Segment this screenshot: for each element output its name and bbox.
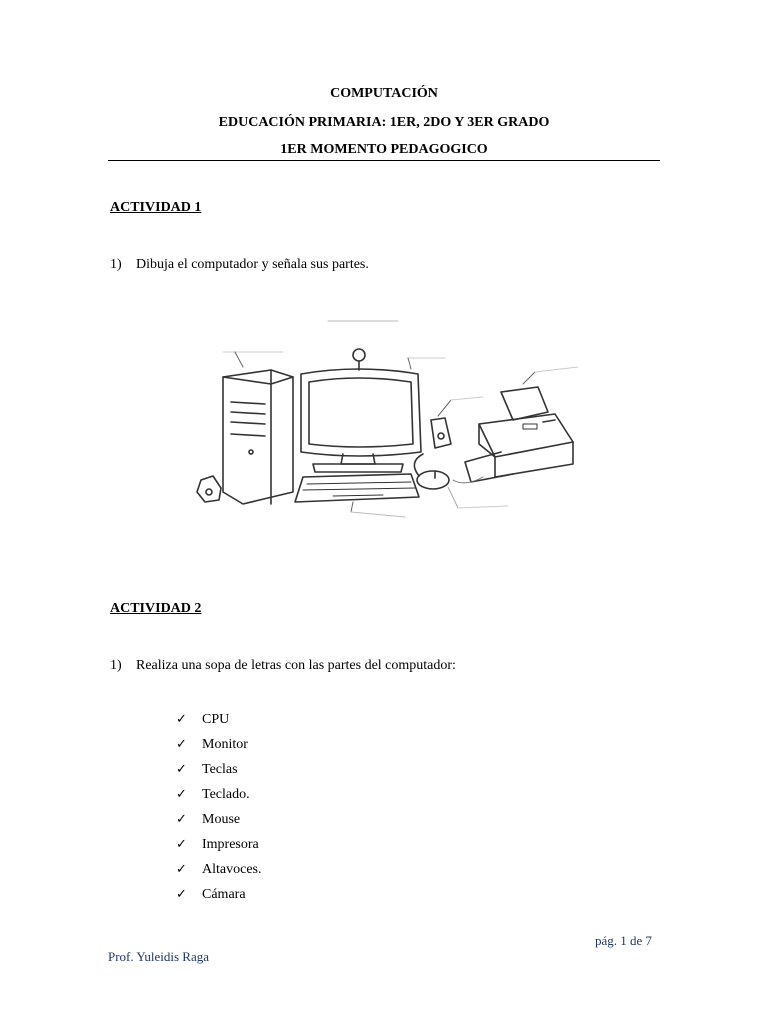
pedagogical-moment: 1ER MOMENTO PEDAGOGICO xyxy=(280,142,488,157)
list-item: ✓ Cámara xyxy=(176,887,246,902)
left-speaker-drawing xyxy=(197,476,221,502)
list-item: ✓ Teclas xyxy=(176,762,238,777)
page-number: pág. 1 de 7 xyxy=(595,933,653,948)
task-number: 1) xyxy=(110,658,122,673)
checkmark-icon: ✓ xyxy=(176,787,187,802)
task-text: Dibuja el computador y señala sus partes. xyxy=(136,257,369,272)
list-item: ✓ Mouse xyxy=(176,812,241,827)
checkmark-icon: ✓ xyxy=(176,837,187,852)
list-item: ✓ Altavoces. xyxy=(176,862,262,877)
document-title: COMPUTACIÓN xyxy=(330,86,438,101)
list-item: ✓ Monitor xyxy=(176,737,248,752)
computer-parts-checklist xyxy=(176,711,261,911)
activity-2-task xyxy=(110,658,456,674)
document-subtitle: EDUCACIÓN PRIMARIA: 1ER, 2DO Y 3ER GRADO xyxy=(218,115,550,130)
right-speaker-drawing xyxy=(431,418,451,448)
printer-drawing xyxy=(453,387,573,483)
activity-1-heading: ACTIVIDAD 1 xyxy=(110,200,202,215)
checkmark-icon: ✓ xyxy=(176,887,187,902)
checkmark-icon: ✓ xyxy=(176,737,187,752)
label-lines xyxy=(223,321,578,517)
monitor-drawing xyxy=(301,349,421,472)
mouse-drawing xyxy=(414,454,449,489)
author-name: Prof. Yuleidis Raga xyxy=(108,949,209,964)
list-item: ✓ Impresora xyxy=(176,837,259,852)
checkmark-icon: ✓ xyxy=(176,862,187,877)
cpu-tower-drawing xyxy=(223,370,293,504)
list-item: ✓ CPU xyxy=(176,712,230,727)
task-text: Realiza una sopa de letras con las partes del computador: xyxy=(136,658,456,673)
computer-parts-illustration xyxy=(183,312,593,532)
task-number: 1) xyxy=(110,257,122,272)
activity-2-heading: ACTIVIDAD 2 xyxy=(110,601,202,616)
activity-1-task xyxy=(110,257,369,273)
header-divider xyxy=(108,160,660,161)
checkmark-icon: ✓ xyxy=(176,812,187,827)
keyboard-drawing xyxy=(295,474,419,502)
checkmark-icon: ✓ xyxy=(176,762,187,777)
checkmark-icon: ✓ xyxy=(176,712,187,727)
list-item: ✓ Teclado. xyxy=(176,787,250,802)
